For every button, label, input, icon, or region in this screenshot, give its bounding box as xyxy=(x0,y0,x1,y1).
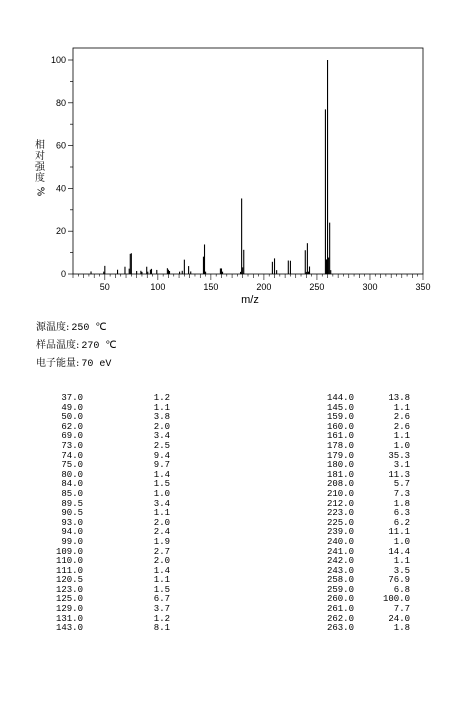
peak-intensity: 3.7 xyxy=(153,604,170,615)
peak-intensity: 3.4 xyxy=(153,431,170,442)
y-tick-label: 40 xyxy=(55,183,66,194)
peak-mz: 161.0 xyxy=(326,431,354,442)
peak-table-right xyxy=(318,394,410,634)
peak-mz: 178.0 xyxy=(326,440,354,451)
y-tick-label: 20 xyxy=(55,226,66,237)
y-tick-label: 60 xyxy=(55,140,66,151)
condition-value: 270 ℃ xyxy=(81,341,117,352)
condition-value: 70 eV xyxy=(81,359,112,370)
peak-mz: 37.0 xyxy=(61,393,83,403)
peak-mz: 223.0 xyxy=(326,508,354,519)
x-tick-label: 50 xyxy=(99,282,110,292)
peak-intensity: 6.7 xyxy=(153,594,170,605)
peak-intensity: 1.5 xyxy=(153,479,170,490)
y-axis-label-char: 对 xyxy=(35,151,45,162)
condition-source-temp xyxy=(36,318,107,334)
peak-intensity: 1.1 xyxy=(393,402,410,413)
peak-intensity: 11.1 xyxy=(388,527,410,538)
peak-mz: 258.0 xyxy=(326,575,354,586)
peak-mz: 180.0 xyxy=(326,460,354,471)
peak-intensity: 2.5 xyxy=(153,440,170,451)
plot-frame xyxy=(73,48,423,274)
peak-mz: 89.5 xyxy=(61,498,83,509)
peak-mz: 111.0 xyxy=(55,565,83,576)
peak-mz: 159.0 xyxy=(326,412,354,423)
y-axis-label xyxy=(34,140,46,197)
peak-intensity: 1.8 xyxy=(393,498,410,509)
peak-intensity: 1.0 xyxy=(393,440,410,451)
peak-mz: 74.0 xyxy=(61,450,83,461)
peak-intensity: 2.6 xyxy=(393,421,410,432)
peak-intensity: 14.4 xyxy=(388,546,410,557)
condition-label: 源温度: xyxy=(36,322,70,333)
peak-intensity: 8.1 xyxy=(153,623,170,634)
x-tick-label: 150 xyxy=(203,282,219,292)
peak-mz: 69.0 xyxy=(61,431,83,442)
peak-mz: 123.0 xyxy=(55,584,83,595)
peak-intensity: 3.1 xyxy=(393,460,410,471)
y-tick-label: 0 xyxy=(60,269,66,279)
x-tick-label: 200 xyxy=(256,282,272,292)
peak-intensity: 76.9 xyxy=(388,575,410,586)
peak-intensity: 13.8 xyxy=(388,393,410,403)
peak-intensity: 7.3 xyxy=(393,488,410,499)
peak-intensity: 1.5 xyxy=(153,584,170,595)
peak-intensity: 1.1 xyxy=(153,575,170,586)
peak-intensity: 1.1 xyxy=(393,431,410,442)
peak-mz: 260.0 xyxy=(326,594,354,605)
peak-intensity: 3.4 xyxy=(153,498,170,509)
peak-mz: 262.0 xyxy=(326,613,354,624)
x-axis-label: m/z xyxy=(241,294,259,306)
y-axis xyxy=(51,55,73,279)
x-tick-label: 100 xyxy=(150,282,166,292)
peak-intensity: 2.0 xyxy=(153,517,170,528)
peak-mz: 263.0 xyxy=(326,623,354,634)
peak-intensity: 2.6 xyxy=(393,412,410,423)
condition-label: 电子能量: xyxy=(36,358,80,369)
peak-intensity: 100.0 xyxy=(382,594,410,605)
peak-mz: 144.0 xyxy=(326,393,354,403)
y-axis-label-char: 度 xyxy=(35,173,45,184)
peak-mz: 75.0 xyxy=(61,460,83,471)
peak-mz: 261.0 xyxy=(326,604,354,615)
y-tick-label: 80 xyxy=(55,97,66,108)
condition-sample-temp xyxy=(36,336,117,352)
peak-row xyxy=(55,623,170,634)
peak-intensity: 1.8 xyxy=(393,623,410,634)
peak-intensity: 1.9 xyxy=(153,536,170,547)
peak-mz: 259.0 xyxy=(326,584,354,595)
peak-mz: 49.0 xyxy=(61,402,83,413)
peak-intensity: 2.0 xyxy=(153,556,170,567)
peak-mz: 239.0 xyxy=(326,527,354,538)
peak-mz: 109.0 xyxy=(55,546,83,557)
peak-mz: 240.0 xyxy=(326,536,354,547)
peak-intensity: 1.2 xyxy=(153,613,170,624)
peak-mz: 210.0 xyxy=(326,488,354,499)
y-tick-label: 100 xyxy=(50,55,66,65)
peak-mz: 242.0 xyxy=(326,556,354,567)
peak-table-left xyxy=(55,393,170,634)
peak-mz: 99.0 xyxy=(61,536,83,547)
condition-electron-energy xyxy=(36,354,111,370)
peak-row xyxy=(318,624,410,634)
peak-mz: 94.0 xyxy=(61,527,83,538)
x-tick-label: 300 xyxy=(362,282,378,292)
peak-mz: 243.0 xyxy=(326,565,354,576)
peak-intensity: 1.1 xyxy=(153,508,170,519)
condition-value: 250 ℃ xyxy=(71,323,107,334)
peak-mz: 93.0 xyxy=(61,517,83,528)
peak-mz: 110.0 xyxy=(55,556,83,567)
x-tick-label: 350 xyxy=(415,282,431,292)
peak-intensity: 1.0 xyxy=(393,536,410,547)
y-axis-label-char: % xyxy=(34,186,46,197)
peak-intensity: 1.2 xyxy=(153,393,170,403)
peak-mz: 73.0 xyxy=(61,440,83,451)
peak-intensity: 9.4 xyxy=(153,450,170,461)
peak-mz: 80.0 xyxy=(61,469,83,480)
peak-intensity: 3.8 xyxy=(153,412,170,423)
peak-intensity: 11.3 xyxy=(388,469,410,480)
peak-intensity: 6.3 xyxy=(393,508,410,519)
peak-intensity: 2.4 xyxy=(153,527,170,538)
peak-mz: 225.0 xyxy=(326,517,354,528)
peak-mz: 85.0 xyxy=(61,488,83,499)
peak-intensity: 2.0 xyxy=(153,421,170,432)
peak-bars xyxy=(91,60,331,274)
peak-mz: 62.0 xyxy=(61,421,83,432)
peak-mz: 143.0 xyxy=(55,623,83,634)
peak-intensity: 6.8 xyxy=(393,584,410,595)
peak-intensity: 1.1 xyxy=(153,402,170,413)
peak-mz: 90.5 xyxy=(61,508,83,519)
condition-label: 样品温度: xyxy=(36,340,80,351)
y-axis-label-char: 强 xyxy=(35,162,45,173)
peak-intensity: 5.7 xyxy=(393,479,410,490)
peak-mz: 160.0 xyxy=(326,421,354,432)
peak-intensity: 6.2 xyxy=(393,517,410,528)
peak-mz: 125.0 xyxy=(55,594,83,605)
peak-mz: 179.0 xyxy=(326,450,354,461)
peak-intensity: 3.5 xyxy=(393,565,410,576)
peak-intensity: 9.7 xyxy=(153,460,170,471)
peak-mz: 145.0 xyxy=(326,402,354,413)
x-tick-label: 250 xyxy=(309,282,325,292)
peak-intensity: 35.3 xyxy=(388,450,410,461)
peak-intensity: 1.1 xyxy=(393,556,410,567)
peak-mz: 181.0 xyxy=(326,469,354,480)
x-axis xyxy=(73,274,431,292)
y-axis-label-char: 相 xyxy=(35,140,45,151)
peak-intensity: 2.7 xyxy=(153,546,170,557)
peak-mz: 120.5 xyxy=(55,575,83,586)
peak-intensity: 1.4 xyxy=(153,469,170,480)
peak-intensity: 7.7 xyxy=(393,604,410,615)
peak-intensity: 1.4 xyxy=(153,565,170,576)
peak-mz: 241.0 xyxy=(326,546,354,557)
peak-intensity: 24.0 xyxy=(388,613,410,624)
peak-mz: 208.0 xyxy=(326,479,354,490)
peak-intensity: 1.0 xyxy=(153,488,170,499)
peak-mz: 84.0 xyxy=(61,479,83,490)
peak-mz: 129.0 xyxy=(55,604,83,615)
mass-spectrum-chart xyxy=(0,0,474,300)
peak-mz: 50.0 xyxy=(61,412,83,423)
peak-mz: 212.0 xyxy=(326,498,354,509)
peak-mz: 131.0 xyxy=(55,613,83,624)
